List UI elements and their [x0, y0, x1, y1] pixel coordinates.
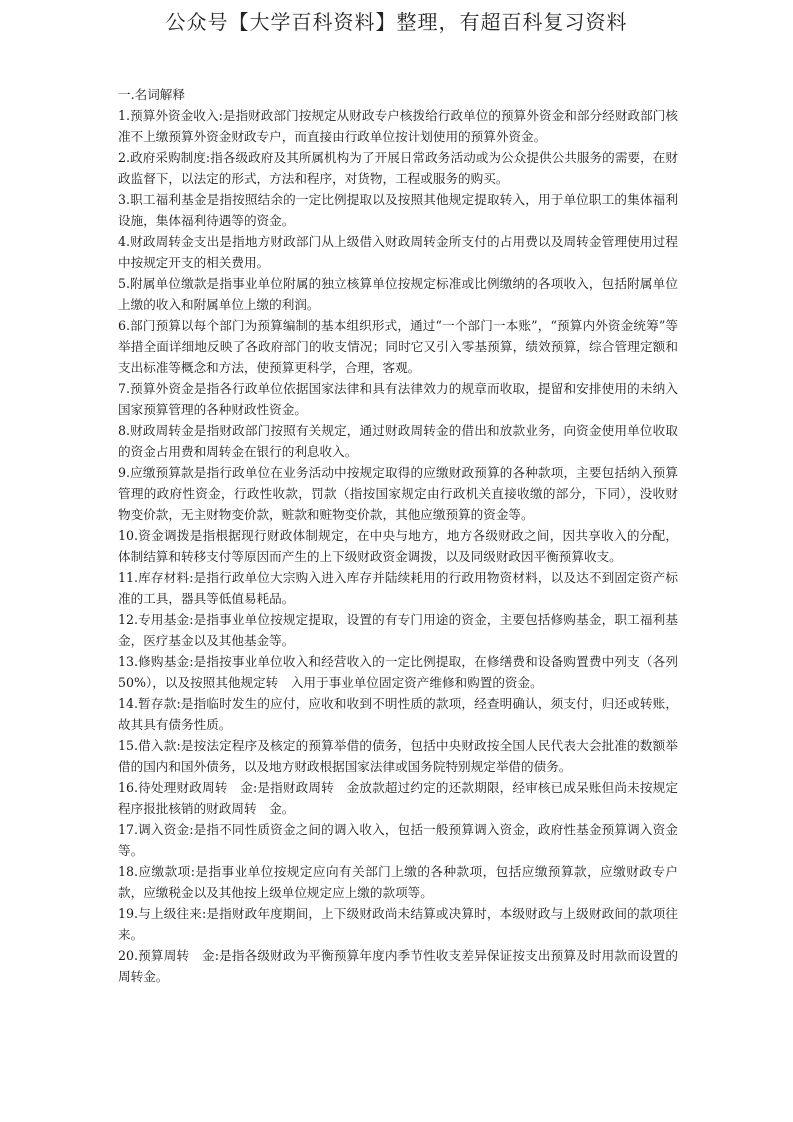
term-definition-12: 12.专用基金:是指事业单位按规定提取，设置的有专门用途的资金，主要包括修购基金，职工福利基金，医疗基金以及其他基金等。 — [118, 612, 678, 648]
section-title: 一.名词解释 — [118, 87, 185, 102]
term-definition-5: 5.附属单位缴款是指事业单位附属的独立核算单位按规定标准或比例缴纳的各项收入，包括附属单位上缴的收入和附属单位上缴的利润。 — [118, 276, 678, 312]
term-definition-14: 14.暂存款:是指临时发生的应付，应收和收到不明性质的款项，经查明确认，须支付，归还或转账，故其具有债务性质。 — [118, 696, 678, 732]
term-definition-19: 19.与上级往来:是指财政年度期间，上下级财政尚未结算或决算时，本级财政与上级财政间的款项往来。 — [118, 906, 678, 942]
term-definition-9: 9.应缴预算款是指行政单位在业务活动中按规定取得的应缴财政预算的各种款项，主要包括纳入预算管理的政府性资金，行政性收款，罚款（指按国家规定由行政机关直接收缴的部分，下同），没收财物变价款，无主财物变价款，赃款和赃物变价款，其他应缴预算的资金等。 — [118, 465, 678, 522]
term-definition-16: 16.待处理财政周转 金:是指财政周转 金放款超过约定的还款期限，经审核已成呆账但尚未按规定程序报批核销的财政周转 金。 — [118, 780, 678, 816]
page-header-title: 公众号【大学百科资料】整理，有超百科复习资料 — [165, 10, 628, 34]
term-definition-15: 15.借入款:是按法定程序及核定的预算举借的债务，包括中央财政按全国人民代表大会批准的数额举借的国内和国外债务，以及地方财政根据国家法律或国务院特别规定举借的债务。 — [118, 738, 678, 774]
term-definition-13: 13.修购基金:是指按事业单位收入和经营收入的一定比例提取，在修缮费和设备购置费中列支（各列 50%），以及按照其他规定转 入用于事业单位固定资产维修和购置的资金。 — [118, 654, 678, 690]
term-definition-4: 4.财政周转金支出是指地方财政部门从上级借入财政周转金所支付的占用费以及周转金管理使用过程中按规定开支的相关费用。 — [118, 234, 678, 270]
term-definition-11: 11.库存材料:是指行政单位大宗购入进入库存并陆续耗用的行政用物资材料，以及达不到固定资产标准的工具，器具等低值易耗品。 — [118, 570, 678, 606]
term-definition-2: 2.政府采购制度:指各级政府及其所属机构为了开展日常政务活动或为公众提供公共服务的需要，在财政监督下，以法定的形式，方法和程序，对货物，工程或服务的购买。 — [118, 150, 678, 186]
term-definition-6: 6.部门预算以每个部门为预算编制的基本组织形式，通过“一个部门一本账”，“预算内外资金统筹”等举措全面详细地反映了各政府部门的收支情况；同时它又引入零基预算，绩效预算，综合管理定额和支出标准等概念和方法，使预算更科学，合理，客观。 — [118, 318, 678, 375]
term-definition-20: 20.预算周转 金:是指各级财政为平衡预算年度内季节性收支差异保证按支出预算及时用款而设置的周转金。 — [118, 948, 678, 984]
term-definition-1: 1.预算外资金收入:是指财政部门按规定从财政专户核拨给行政单位的预算外资金和部分经财政部门核准不上缴预算外资金财政专户，而直接由行政单位按计划使用的预算外资金。 — [118, 108, 678, 144]
term-definition-17: 17.调入资金:是指不同性质资金之间的调入收入，包括一般预算调入资金，政府性基金预算调入资金等。 — [118, 822, 678, 858]
term-definition-3: 3.职工福利基金是指按照结余的一定比例提取以及按照其他规定提取转入，用于单位职工的集体福利设施，集体福利待遇等的资金。 — [118, 192, 678, 228]
term-definition-7: 7.预算外资金是指各行政单位依据国家法律和具有法律效力的规章而收取，提留和安排使用的未纳入国家预算管理的各种财政性资金。 — [118, 381, 678, 417]
term-definition-8: 8.财政周转金是指财政部门按照有关规定，通过财政周转金的借出和放款业务，向资金使用单位收取的资金占用费和周转金在银行的利息收入。 — [118, 423, 678, 459]
term-definition-10: 10.资金调拨是指根据现行财政体制规定，在中央与地方，地方各级财政之间，因共享收入的分配，体制结算和转移支付等原因而产生的上下级财政资金调拨，以及同级财政因平衡预算收支。 — [118, 528, 678, 564]
term-definition-18: 18.应缴款项:是指事业单位按规定应向有关部门上缴的各种款项，包括应缴预算款，应缴财政专户款，应缴税金以及其他按上级单位规定应上缴的款项等。 — [118, 864, 678, 900]
document-body — [118, 84, 678, 987]
